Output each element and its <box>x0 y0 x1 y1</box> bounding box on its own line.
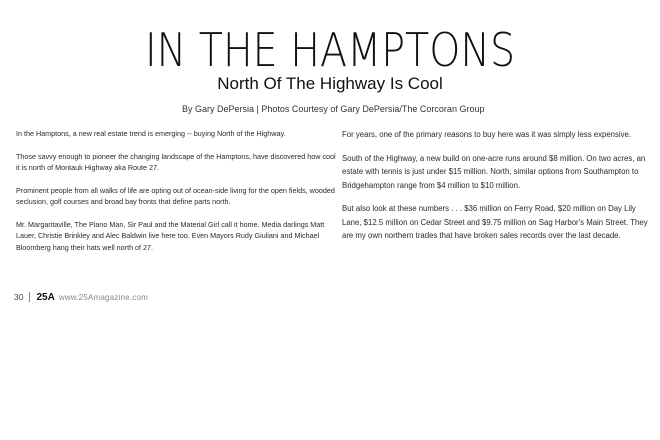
right-column <box>342 128 648 253</box>
page-footer <box>14 290 148 304</box>
magazine-logo: 25A <box>36 291 55 303</box>
article-byline: By Gary DePersia | Photos Courtesy of Gary DePersia/The Corcoran Group <box>182 104 485 114</box>
body-paragraph: Those savvy enough to pioneer the changing landscape of the Hamptons, have discovered how cool it is north of Montauk Highway aka Route 27. <box>16 151 336 172</box>
body-paragraph: For years, one of the primary reasons to buy here was it was simply less expensive. <box>342 130 632 139</box>
body-paragraph: Prominent people from all walks of life are opting out of ocean-side living for the open fields, wooded seclusion, golf courses and broad bay fronts that define parts north. <box>16 185 335 206</box>
body-paragraph: But also look at these numbers . . . $36 million on Ferry Road, $20 million on Day Lily Lane, $12.5 million on Cedar Street and $9.75 million on Sag Harbor's Main Street. They are my own northern trades that have broken sales records over the last decade. <box>342 204 648 240</box>
article-title: IN THE HAMPTONS <box>144 23 516 77</box>
footer-divider <box>29 292 30 302</box>
left-column <box>16 128 336 264</box>
body-paragraph: Mr. Margaritaville, The Piano Man, Sir Paul and the Material Girl call it home. Media darlings Matt Lauer, Christie Brinkley and Alec Baldwin live here too. Even Mayors Rudy Giuliani and Michael Bloomberg hang their hats well north of 27. <box>16 219 325 252</box>
body-paragraph: In the Hamptons, a new real estate trend is emerging -- buying North of the Highway. <box>16 129 286 138</box>
page-number: 30 <box>14 292 24 302</box>
body-paragraph: South of the Highway, a new build on one-acre runs around $8 million. On two acres, an estate with tennis is just under $15 million. North, similar options from Southampton to Bridgehampton range from $4 million to $10 million. <box>342 153 646 190</box>
article-subtitle: North Of The Highway Is Cool <box>217 74 443 93</box>
website-link[interactable]: www.25Amagazine.com <box>58 292 148 302</box>
